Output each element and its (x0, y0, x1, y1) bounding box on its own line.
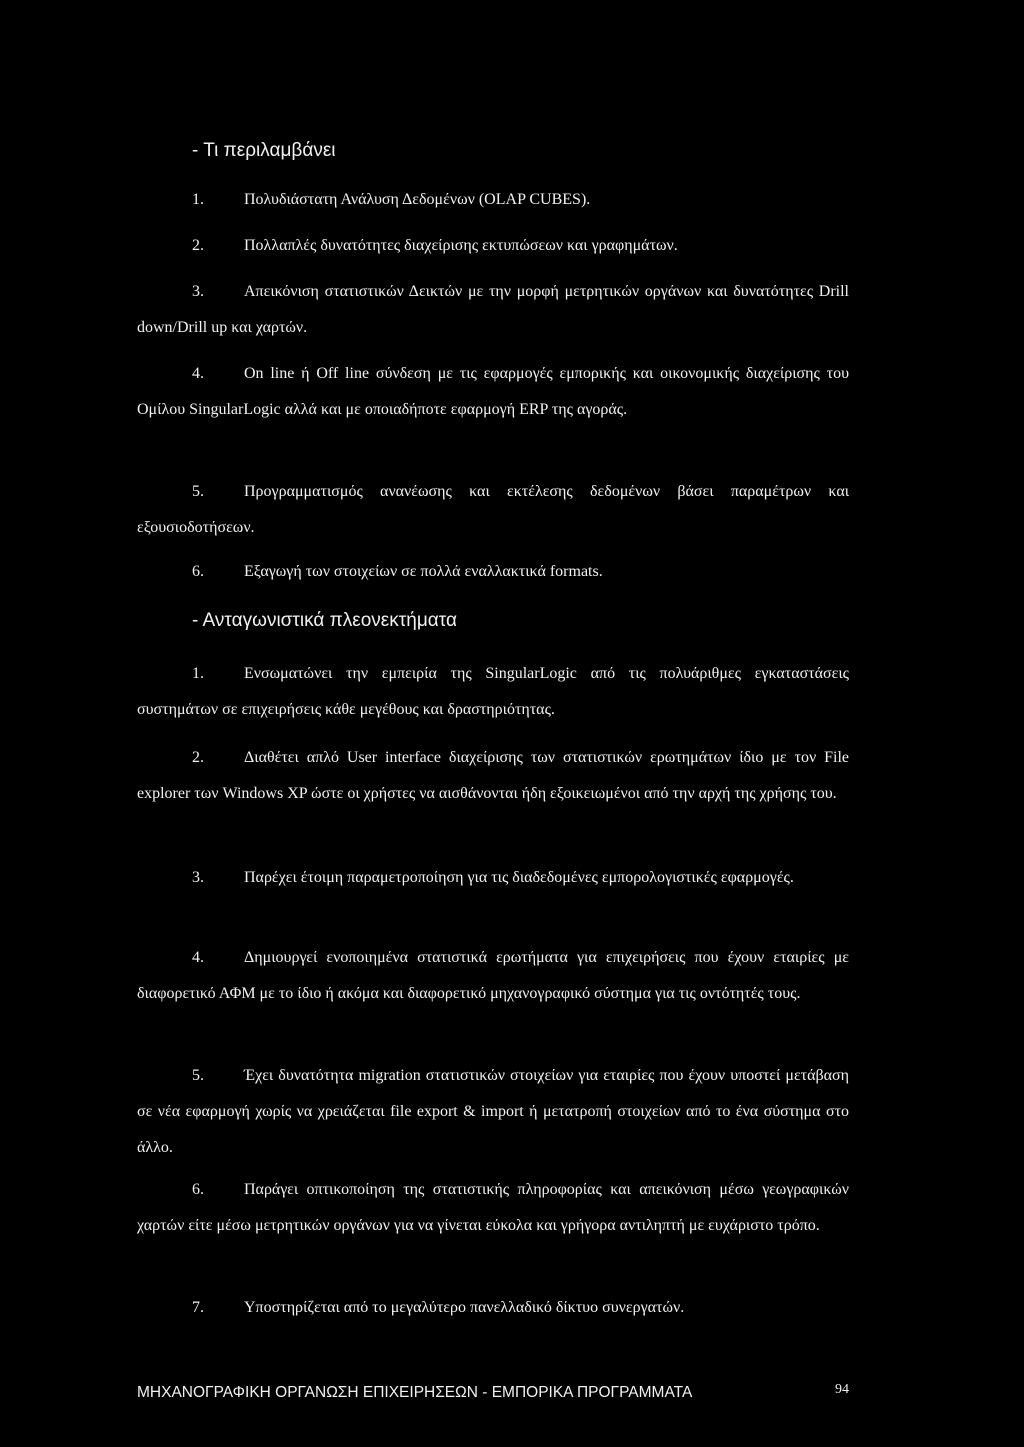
list-item (137, 1290, 849, 1326)
item-text: Έχει δυνατότητα migration στατιστικών στοιχείων για εταιρίες που έχουν υποστεί μετάβαση σε νέα εφαρμογή χωρίς να χρειάζεται file export & import ή μετατροπή στοιχείων από το ένα σύστημα στο άλλο. (137, 1067, 849, 1156)
item-text: Εξαγωγή των στοιχείων σε πολλά εναλλακτικά formats. (244, 563, 603, 580)
page-footer (137, 1384, 849, 1402)
item-number: 3. (192, 869, 204, 886)
list-item (137, 656, 849, 728)
item-text: Παρέχει έτοιμη παραμετροποίηση για τις διαδεδομένες εμπορολογιστικές εφαρμογές. (244, 869, 794, 886)
item-text: Πολλαπλές δυνατότητες διαχείρισης εκτυπώσεων και γραφημάτων. (244, 237, 678, 254)
list-item (137, 474, 849, 546)
section-heading-includes: - Τι περιλαμβάνει (192, 140, 336, 161)
item-text: Υποστηρίζεται από το μεγαλύτερο πανελλαδικό δίκτυο συνεργατών. (244, 1299, 685, 1316)
item-number: 1. (192, 191, 204, 208)
item-number: 1. (192, 665, 204, 682)
item-text: On line ή Off line σύνδεση με τις εφαρμογές εμπορικής και οικονομικής διαχείρισης του Ομίλου SingularLogic αλλά και με οποιαδήποτε εφαρμογή ERP της αγοράς. (137, 365, 849, 418)
list-item (137, 740, 849, 812)
item-number: 5. (192, 1067, 204, 1084)
item-text: Απεικόνιση στατιστικών Δεικτών με την μορφή μετρητικών οργάνων και δυνατότητες Drill down/Drill up και χαρτών. (137, 283, 849, 336)
item-text: Πολυδιάστατη Ανάλυση Δεδομένων (OLAP CUBES). (244, 191, 591, 208)
list-item (137, 860, 849, 896)
page-number: 94 (835, 1382, 849, 1397)
list-item (137, 182, 849, 218)
list-item (137, 1172, 849, 1244)
section-heading-advantages: - Ανταγωνιστικά πλεονεκτήματα (192, 610, 457, 631)
item-number: 2. (192, 749, 204, 766)
list-item (137, 1058, 849, 1166)
item-text: Ενσωματώνει την εμπειρία της SingularLogic από τις πολυάριθμες εγκαταστάσεις συστημάτων σε επιχειρήσεις κάθε μεγέθους και δραστηριότητας. (137, 665, 849, 718)
list-item (137, 554, 849, 590)
item-number: 2. (192, 237, 204, 254)
list-item (137, 228, 849, 264)
list-item (137, 940, 849, 1012)
item-number: 6. (192, 563, 204, 580)
item-number: 5. (192, 483, 204, 500)
footer-title: ΜΗΧΑΝΟΓΡΑΦΙΚΗ ΟΡΓΑΝΩΣΗ ΕΠΙΧΕΙΡΗΣΕΩΝ - ΕΜΠΟΡΙΚΑ ΠΡΟΓΡΑΜΜΑΤΑ (137, 1384, 693, 1401)
item-text: Διαθέτει απλό User interface διαχείρισης των στατιστικών ερωτημάτων ίδιο με τον File explorer των Windows XP ώστε οι χρήστες να αισθάνονται ήδη εξοικειωμένοι από την αρχή της χρήσης του. (137, 749, 849, 802)
item-number: 6. (192, 1181, 204, 1198)
item-number: 3. (192, 283, 204, 300)
item-text: Δημιουργεί ενοποιημένα στατιστικά ερωτήματα για επιχειρήσεις που έχουν εταιρίες με διαφορετικό ΑΦΜ με το ίδιο ή ακόμα και διαφορετικό μηχανογραφικό σύστημα για τις οντότητές τους. (137, 949, 849, 1002)
list-item (137, 274, 849, 346)
item-number: 4. (192, 365, 204, 382)
item-number: 4. (192, 949, 204, 966)
item-text: Προγραμματισμός ανανέωσης και εκτέλεσης δεδομένων βάσει παραμέτρων και εξουσιοδοτήσεων. (137, 483, 849, 536)
item-text: Παράγει οπτικοποίηση της στατιστικής πληροφορίας και απεικόνιση μέσω γεωγραφικών χαρτών είτε μέσω μετρητικών οργάνων για να γίνεται εύκολα και γρήγορα αντιληπτή με ευχάριστο τρόπο. (137, 1181, 849, 1234)
list-item (137, 356, 849, 428)
item-number: 7. (192, 1299, 204, 1316)
